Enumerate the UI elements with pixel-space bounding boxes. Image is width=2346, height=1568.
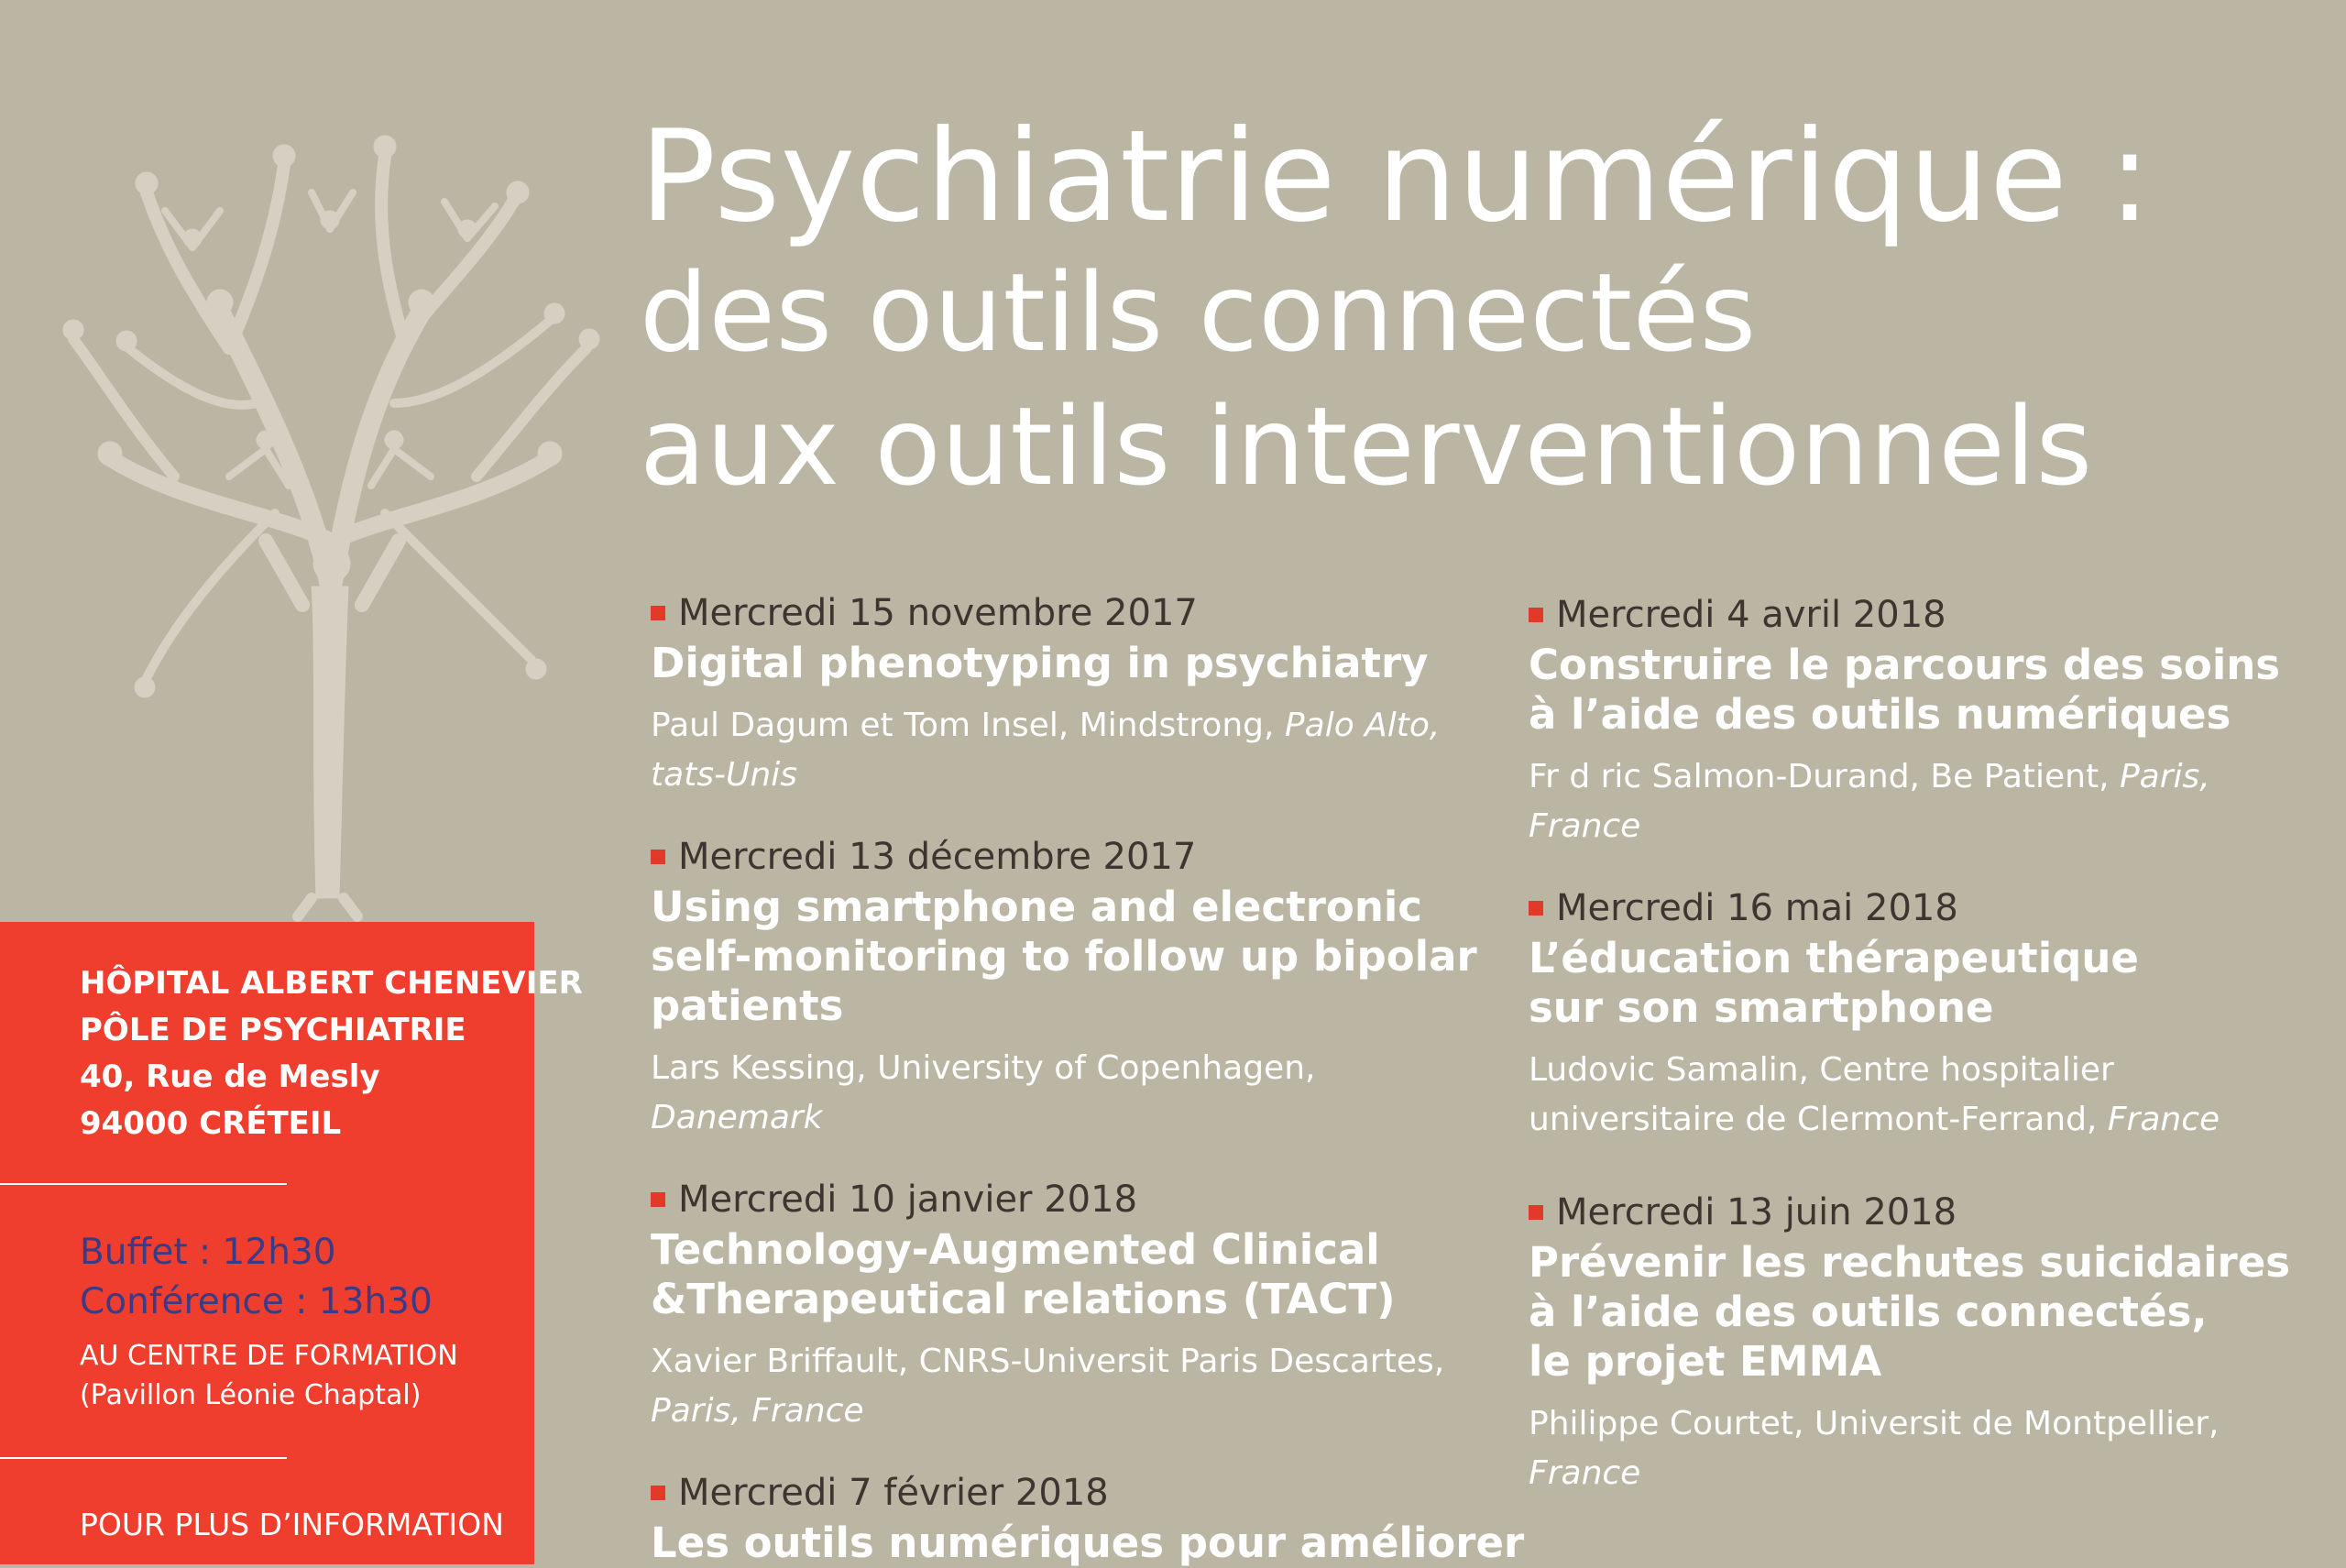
divider <box>0 1457 287 1459</box>
speaker-location: Paris, France <box>1529 758 2210 845</box>
bullet-square-icon <box>651 1192 665 1207</box>
tree-of-people-illustration <box>37 110 623 935</box>
event-date-text: Mercredi 13 juin 2018 <box>1556 1191 1957 1234</box>
speaker-name: Lars Kessing, University of Copenhagen, <box>651 1049 1316 1087</box>
event-date <box>1529 884 2346 932</box>
more-info-heading: POUR PLUS D’INFORMATION <box>80 1507 504 1542</box>
buffet-time: Buffet : 12h30 <box>80 1232 336 1273</box>
speaker-name: Philippe Courtet, Universit de Montpellier, <box>1529 1405 2220 1442</box>
event-item <box>1529 884 2346 1145</box>
event-title <box>1529 934 2346 1033</box>
event-item <box>1529 1189 2346 1498</box>
event-date <box>1529 1189 2346 1236</box>
speaker-location: Danemark <box>651 1099 823 1136</box>
event-date-text: Mercredi 10 janvier 2018 <box>678 1179 1138 1221</box>
speaker-location: France <box>2107 1101 2220 1138</box>
event-item <box>651 589 1475 800</box>
address-line: HÔPITAL ALBERT CHENEVIER <box>80 965 583 1002</box>
event-date-text: Mercredi 13 décembre 2017 <box>678 836 1197 878</box>
event-title-line: le projet EMMA <box>1529 1337 1882 1386</box>
event-title-line: patients <box>651 981 844 1030</box>
venue-line: (Pavillon Léonie Chaptal) <box>80 1379 422 1411</box>
bullet-square-icon <box>651 850 665 864</box>
conference-time: Conférence : 13h30 <box>80 1281 433 1322</box>
event-title-line: self-monitoring to follow up bipolar <box>651 932 1477 981</box>
event-title-line: Construire le parcours des soins <box>1529 641 2281 689</box>
schedule <box>80 1228 433 1327</box>
bullet-square-icon <box>1529 901 1543 916</box>
event-speaker <box>1529 1399 2225 1498</box>
event-date <box>651 1176 1475 1223</box>
bullet-square-icon <box>1529 1205 1543 1220</box>
event-speaker <box>651 701 1457 800</box>
event-title-line: sur son smartphone <box>1529 983 1994 1032</box>
poster-title <box>640 103 2152 513</box>
event-title <box>651 1519 1525 1568</box>
speaker-name: Xavier Briffault, CNRS-Universit Paris Descartes, <box>651 1343 1445 1380</box>
event-title-line: Using smartphone and electronic <box>651 883 1422 931</box>
bullet-square-icon <box>1529 608 1543 622</box>
speaker-name: Paul Dagum et Tom Insel, Mindstrong, <box>651 707 1285 744</box>
hospital-address <box>80 960 583 1147</box>
event-title <box>1529 1238 2346 1387</box>
event-speaker <box>1529 1046 2225 1145</box>
address-line: 94000 CRÉTEIL <box>80 1105 342 1142</box>
bullet-square-icon <box>651 1486 665 1500</box>
event-title <box>651 1225 1475 1324</box>
address-line: PÔLE DE PSYCHIATRIE <box>80 1012 466 1048</box>
venue <box>80 1336 458 1415</box>
venue-line: AU CENTRE DE FORMATION <box>80 1340 458 1372</box>
title-line-1: Psychiatrie numérique : <box>640 103 2152 250</box>
event-title-line: Technology-Augmented Clinical <box>651 1225 1380 1274</box>
event-speaker <box>651 1337 1457 1436</box>
speaker-name: Fr d ric Salmon-Durand, Be Patient, <box>1529 758 2120 795</box>
speaker-location: Paris, France <box>651 1392 864 1430</box>
event-title-line: Les outils numériques pour améliorer <box>651 1519 1525 1567</box>
event-title <box>651 883 1475 1031</box>
events-right-column <box>1529 591 2346 1498</box>
event-speaker <box>1529 752 2225 851</box>
event-date <box>651 1469 1475 1517</box>
speaker-location: France <box>1529 1454 1641 1492</box>
event-date <box>651 589 1475 637</box>
event-speaker <box>651 1044 1457 1143</box>
event-title-line: Digital phenotyping in psychiatry <box>651 639 1429 687</box>
event-item <box>651 1469 1525 1568</box>
event-item <box>651 1176 1475 1436</box>
event-title-line: à l’aide des outils numériques <box>1529 690 2231 739</box>
event-title <box>1529 641 2346 740</box>
event-title-line: L’éducation thérapeutique <box>1529 934 2139 982</box>
event-date-text: Mercredi 4 avril 2018 <box>1556 594 1946 636</box>
speaker-location: Palo Alto, tats-Unis <box>651 707 1441 794</box>
event-title-line: à l’aide des outils connectés, <box>1529 1288 2208 1336</box>
speaker-name: Ludovic Samalin, Centre hospitalier universitaire de Clermont-Ferrand, <box>1529 1051 2114 1138</box>
address-line: 40, Rue de Mesly <box>80 1058 380 1095</box>
event-date <box>1529 591 2346 639</box>
event-title-line: Prévenir les rechutes suicidaires <box>1529 1238 2291 1287</box>
events-left-column <box>651 589 1525 1568</box>
event-date <box>651 833 1475 881</box>
title-line-3: aux outils interventionnels <box>640 383 2093 510</box>
event-item <box>1529 591 2346 851</box>
event-date-text: Mercredi 7 février 2018 <box>678 1472 1109 1514</box>
event-title <box>651 639 1475 688</box>
title-line-2: des outils connectés <box>640 249 1757 376</box>
bullet-square-icon <box>651 606 665 620</box>
event-title-line: &Therapeutical relations (TACT) <box>651 1275 1396 1323</box>
event-date-text: Mercredi 15 novembre 2017 <box>678 592 1198 634</box>
event-date-text: Mercredi 16 mai 2018 <box>1556 887 1958 929</box>
event-item <box>651 833 1475 1143</box>
divider <box>0 1183 287 1185</box>
